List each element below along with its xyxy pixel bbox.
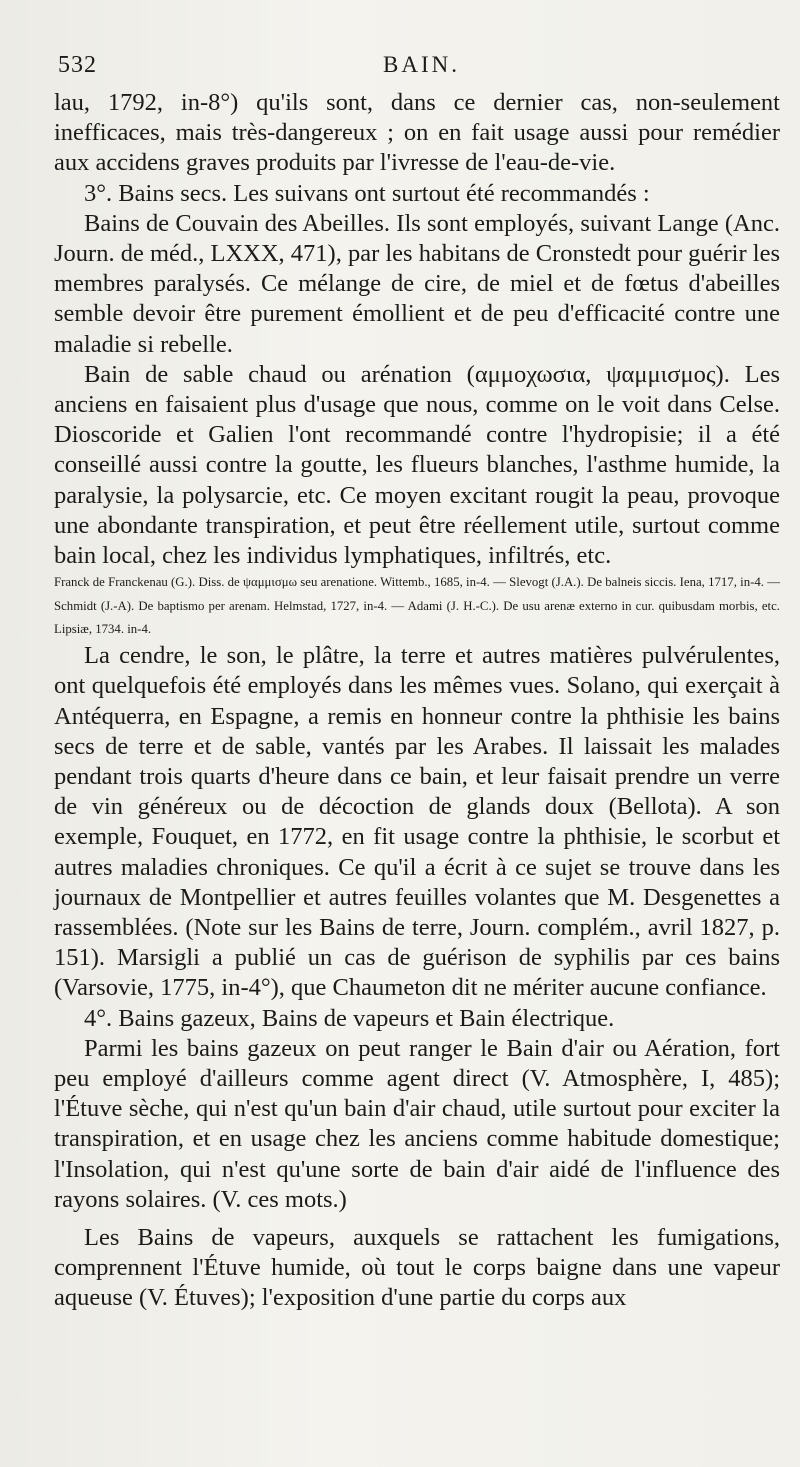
section-heading-bains-secs: 3°. Bains secs. Les suivans ont surtout été recommandés : <box>84 179 650 207</box>
page-header <box>58 52 760 86</box>
section-heading-bains-gazeux: 4°. Bains gazeux, Bains de vapeurs et Bain électrique. <box>84 1004 615 1032</box>
paragraph-sable: Bain de sable chaud ou arénation (αμμοχωσια, ψαμμισμος). Les anciens en faisaient plus d'usage que nous, comme on le voit dans Celse. Dioscoride et Galien l'ont recommandé contre l'hydropisie; il a été conseillé aussi contre la goutte, les flueurs blanches, l'asthme humide, la paralysie, la polysarcie, etc. Ce moyen excitant rougit la peau, provoque une abondante transpiration, et peut être réellement utile, surtout comme bain local, chez les individus lymphatiques, infiltrés, etc. <box>54 360 780 570</box>
paragraph-continuation: lau, 1792, in-8°) qu'ils sont, dans ce dernier cas, non-seulement inefficaces, mais très-dangereux ; on en fait usage aussi pour remédier aux accidens graves produits par l'ivresse de l'eau-de-vie. <box>54 89 780 177</box>
paragraph-gap <box>54 1215 780 1223</box>
page-body <box>54 88 780 1314</box>
bibliography-note: Franck de Franckenau (G.). Diss. de ψαμμισμω seu arenatione. Wittemb., 1685, in-4. — Slevogt (J.A.). De balneis siccis. Iena, 1717, in-4. — Schmidt (J.-A). De baptismo per arenam. Helmstad, 1727, in-4. — Adami (J. H.-C.). De usu arenæ externo in cur. quibusdam morbis, etc. Lipsiæ, 1734. in-4. <box>54 575 780 636</box>
paragraph-gazeux: Parmi les bains gazeux on peut ranger le Bain d'air ou Aération, fort peu employé d'ailleurs comme agent direct (V. Atmosphère, I, 485); l'Étuve sèche, qui n'est qu'un bain d'air chaud, utile surtout pour exciter la transpiration, et en usage chez les anciens comme habitude domestique; l'Insolation, qui n'est qu'une sorte de bain d'air aidé de l'influence des rayons solaires. (V. ces mots.) <box>54 1034 780 1213</box>
paragraph-couvain: Bains de Couvain des Abeilles. Ils sont employés, suivant Lange (Anc. Journ. de méd., LXXX, 471), par les habitans de Cronstedt pour guérir les membres paralysés. Ce mélange de cire, de miel et de fœtus d'abeilles semble devoir être purement émollient et de peu d'efficacité contre une maladie si rebelle. <box>54 209 780 358</box>
paragraph-vapeurs: Les Bains de vapeurs, auxquels se rattachent les fumigations, comprennent l'Étuve humide, où tout le corps baigne dans une vapeur aqueuse (V. Étuves); l'exposition d'une partie du corps aux <box>54 1224 780 1312</box>
paragraph-cendre: La cendre, le son, le plâtre, la terre et autres matières pulvérulentes, ont quelquefois été employés dans les mêmes vues. Solano, qui exerçait à Antéquerra, en Espagne, a remis en honneur contre la phthisie les bains secs de terre et de sable, vantés par les Arabes. Il laissait les malades pendant trois quarts d'heure dans ce bain, et leur faisait prendre un verre de vin généreux ou de décoction de glands doux (Bellota). A son exemple, Fouquet, en 1772, en fit usage contre la phthisie, le scorbut et autres maladies chroniques. Ce qu'il a écrit à ce sujet se trouve dans les journaux de Montpellier et autres feuilles volantes que M. Desgenettes a rassemblées. (Note sur les Bains de terre, Journ. complém., avril 1827, p. 151). Marsigli a publié un cas de guérison de syphilis par ces bains (Varsovie, 1775, in-4°), que Chaumeton dit ne mériter aucune confiance. <box>54 642 780 1002</box>
running-head: BAIN. <box>383 52 460 77</box>
page-number: 532 <box>58 52 97 78</box>
